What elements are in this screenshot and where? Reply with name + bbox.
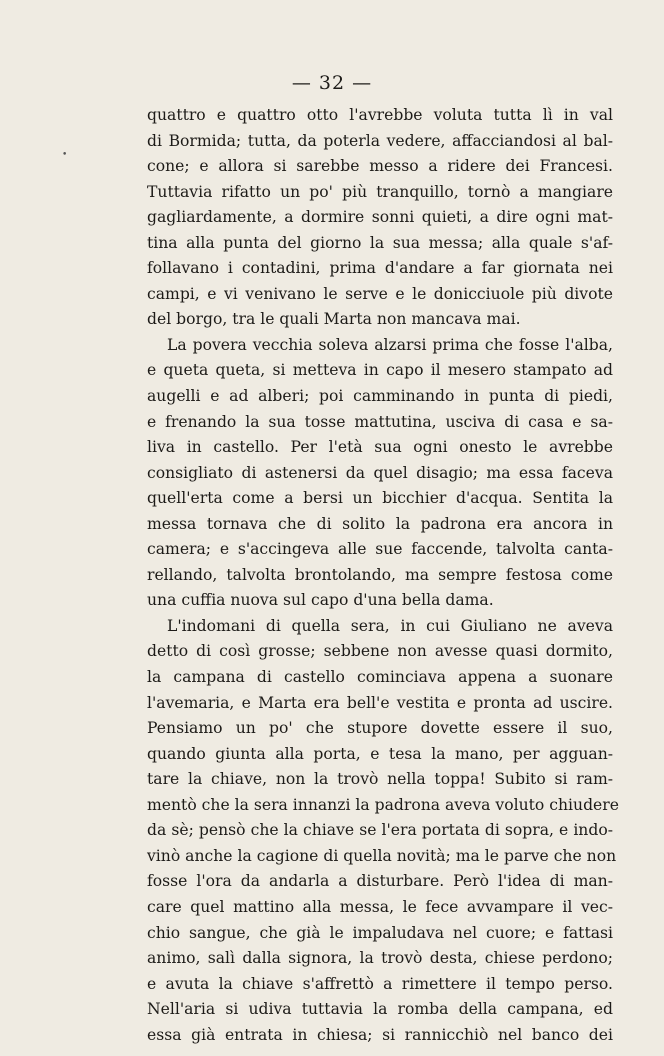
text-line: chio sangue, che già le impaludava nel cuore; e fattasi	[147, 923, 613, 942]
text-line: la campana di castello cominciava appena a suonare	[147, 668, 613, 687]
text-line: da sè; pensò che la chiave se l'era portata di sopra, e indo-	[147, 821, 613, 840]
text-line: e avuta la chiave s'affrettò a rimettere il tempo perso.	[147, 974, 613, 993]
text-line: La povera vecchia soleva alzarsi prima che fosse l'alba,	[167, 335, 613, 354]
text-line: una cuffia nuova sul capo d'una bella dama.	[147, 591, 494, 610]
text-line: tare la chiave, non la trovò nella toppa! Subito si ram-	[147, 770, 613, 789]
text-line: gagliardamente, a dormire sonni quieti, a dire ogni mat-	[147, 208, 613, 227]
text-line: fosse l'ora da andarla a disturbare. Però l'idea di man-	[147, 872, 613, 891]
text-line: cone; e allora si sarebbe messo a ridere dei Francesi.	[147, 157, 613, 176]
text-line: animo, salì dalla signora, la trovò desta, chiese perdono;	[147, 949, 613, 968]
text-line: quando giunta alla porta, e tesa la mano, per agguan-	[147, 744, 613, 763]
text-line: augelli e ad alberi; poi camminando in punta di piedi,	[147, 387, 613, 406]
text-line: camera; e s'accingeva alle sue faccende, talvolta canta-	[147, 540, 613, 559]
text-line: care quel mattino alla messa, le fece avvampare il vec-	[147, 897, 613, 916]
text-line: l'avemaria, e Marta era bell'e vestita e pronta ad uscire.	[147, 693, 613, 712]
body-text	[147, 103, 619, 1048]
text-line: mentò che la sera innanzi la padrona aveva voluto chiudere	[147, 795, 619, 814]
text-line: follavano i contadini, prima d'andare a far giornata nei	[147, 259, 613, 278]
text-line: e queta queta, si metteva in capo il mesero stampato ad	[147, 361, 613, 380]
text-line: e frenando la sua tosse mattutina, usciva di casa e sa-	[147, 412, 613, 431]
text-line: tina alla punta del giorno la sua messa; alla quale s'af-	[147, 233, 613, 252]
text-line: Pensiamo un po' che stupore dovette essere il suo,	[147, 719, 613, 738]
text-line: detto di così grosse; sebbene non avesse quasi dormito,	[147, 642, 613, 661]
text-line: messa tornava che di solito la padrona era ancora in	[147, 514, 613, 533]
text-line: consigliato di astenersi da quel disagio; ma essa faceva	[147, 463, 613, 482]
text-line: Tuttavia rifatto un po' più tranquillo, tornò a mangiare	[147, 182, 613, 201]
text-line: vinò anche la cagione di quella novità; ma le parve che non	[147, 846, 617, 865]
text-line: del borgo, tra le quali Marta non mancava mai.	[147, 310, 521, 329]
text-line: quattro e quattro otto l'avrebbe voluta tutta lì in val	[147, 106, 613, 124]
page-number: — 32 —	[291, 72, 373, 94]
margin-mark: •	[62, 150, 68, 160]
text-line: Nell'aria si udiva tuttavia la romba della campana, ed	[147, 1000, 613, 1019]
text-line: campi, e vi venivano le serve e le donicciuole più divote	[147, 284, 613, 303]
text-line: liva in castello. Per l'età sua ogni onesto le avrebbe	[147, 438, 613, 457]
text-line: essa già entrata in chiesa; si rannicchiò nel banco dei	[147, 1025, 613, 1044]
text-line: rellando, talvolta brontolando, ma sempre festosa come	[147, 565, 613, 584]
text-line: di Bormida; tutta, da poterla vedere, affacciandosi al bal-	[147, 131, 613, 150]
text-line: quell'erta come a bersi un bicchier d'acqua. Sentita la	[147, 489, 613, 508]
text-line: L'indomani di quella sera, in cui Giuliano ne aveva	[167, 616, 613, 635]
